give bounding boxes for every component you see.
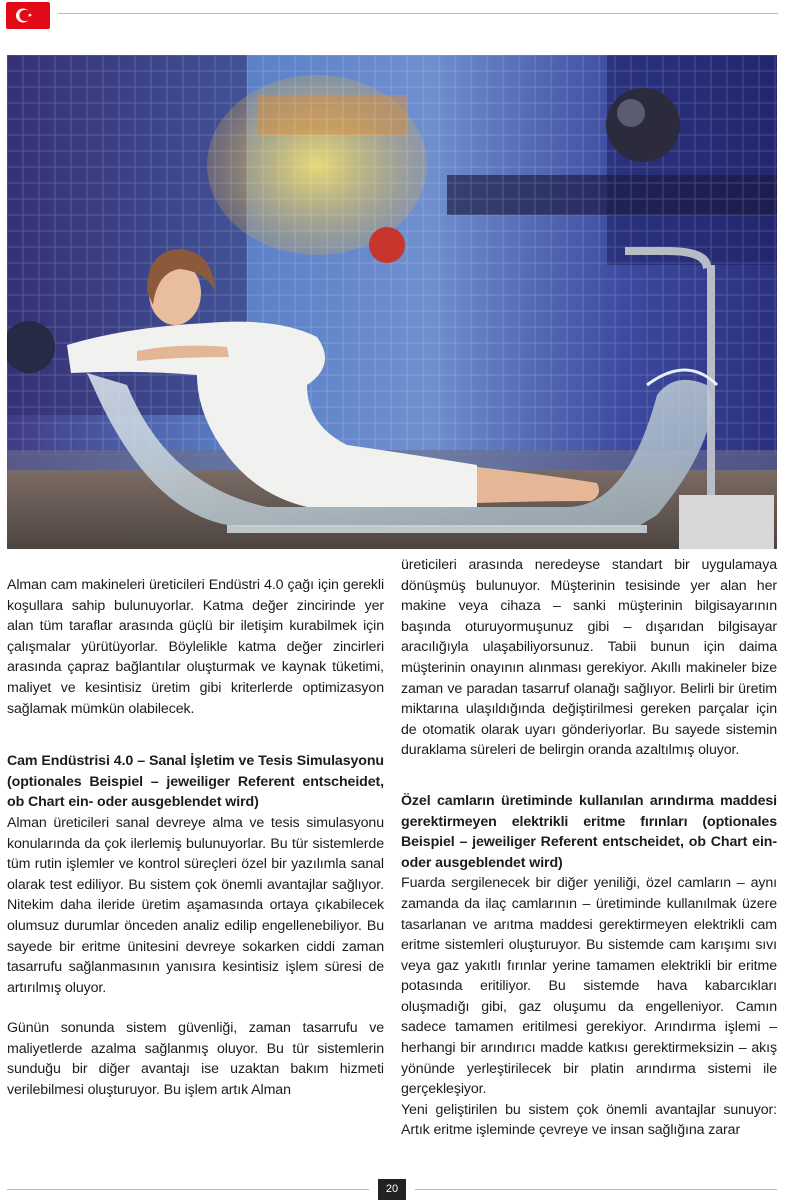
right-paragraph-3: Yeni geliştirilen bu sistem çok önemli avantajlar sunuyor: Artık eritme işleminde çevreye ve insan sağlığına zarar: [401, 1101, 777, 1139]
footer-rule-right: [415, 1189, 777, 1190]
header-rule: [58, 13, 778, 14]
left-paragraph-1: Alman cam makineleri üreticileri Endüstri 4.0 çağı için gerekli koşullara sahip bulunuyorlar. Katma değer zincirinde yer alan tüm taraflar arasında güçlü bir iletişim kurabilmek için çalışmalar yürütüyorlar. Böylelikle katma değer zincirleri arasında çapraz bağlantılar oluşturmak ve kaynak tüketimi, maliyet ve kesintisiz üretim gibi kriterlerde optimizasyon sağlamak mümkün olabilecek.: [7, 577, 384, 717]
article-photo: [7, 55, 777, 549]
footer-rule-left: [7, 1189, 369, 1190]
right-column: [401, 555, 777, 1141]
left-paragraph-2: Alman üreticileri sanal devreye alma ve tesis simulasyonu konularında da çok ilerlemiş bulunuyorlar. Bu tür sistemlerde tüm rutin işlemler ve kontrol süreçleri özel bir yazılımla sanal olarak test ediliyor. Bu sistem çok önemli avantajlar sağlıyor. Nitekim daha ileride üretim aşamasında ortaya çıkabilecek olumsuz durumlar önceden analiz edilip engellenebiliyor. Bu sayede bir eritme ünitesini devreye sokarken ciddi zaman tasarrufu sağlanmasının yanısıra kesintisiz işlem süresi de artırılmış oluyor.: [7, 814, 384, 996]
left-column: [7, 575, 384, 1101]
left-heading: Cam Endüstrisi 4.0 – Sanal İşletim ve Tesis Simulasyonu (optionales Beispiel – jeweiliger Referent entscheidet, ob Chart ein- oder ausgeblendet wird): [7, 753, 384, 811]
right-paragraph-1: üreticileri arasında neredeyse standart bir uygulamaya dönüşmüş bulunuyor. Müşterinin tesisinde yer alan her makine veya cihaza – sanki müşterinin bilgisayarının başında oturuyormuşunuz gibi – dışarıdan bilgisayar aracılığıyla ulaşabiliyorsunuz. Tabii bunun için daima müşterinin onayının alınması gerekiyor. Akıllı makineler bize zaman ve paradan tasarruf olanağı sağlıyor. Belirli bir üretim miktarına ulaşıldığında değiştirilmesi gereken parçalar için de otomatik olarak uyarı gönderiyorlar. Bu sayede sistemin duraklama süreleri de belirgin oranda azaltılmış oluyor.: [401, 557, 777, 759]
left-paragraph-3: Günün sonunda sistem güvenliği, zaman tasarrufu ve maliyetlerde azalma sağlanmış oluyor. Bu tür sistemlerin sunduğu bir diğer avantajı ise uzaktan bakım hizmeti verilebilmesi oluşturuyor. Bu işlem artık Alman: [7, 1020, 384, 1099]
page-number: 20: [378, 1179, 406, 1200]
right-heading: Özel camların üretiminde kullanılan arındırma maddesi gerektirmeyen elektrikli eritme fırınları (optionales Beispiel – jeweiliger Referent entscheidet, ob Chart ein- oder ausgeblendet wird): [401, 792, 777, 871]
right-paragraph-2: Fuarda sergilenecek bir diğer yeniliği, özel camların – aynı zamanda da ilaç camlarının – üretiminde kullanılmak üzere tasarlanan ve arıtma maddesi gerektirmeyen elektrikli cam eritme sistemleri oluşturuyor. Bu sistemde cam karışımı sıvı veya gaz yakıtlı fırınlar yerine tamamen elektrikli bir eritme potasında eritiliyor. Bu sistemde hava kabarcıkları oluşmadığı gibi, gaz oluşumu da engelleniyor. Camın sadece tamamen eritilmesi gerekiyor. Arındırma işlemi –herhangi bir arındırıcı madde katkısı gerektirmeksizin – akış yönünde yerleştirilecek bir platin arındırma sistemi ile gerçekleşiyor.: [401, 875, 777, 1098]
turkish-flag-icon: [6, 2, 50, 29]
